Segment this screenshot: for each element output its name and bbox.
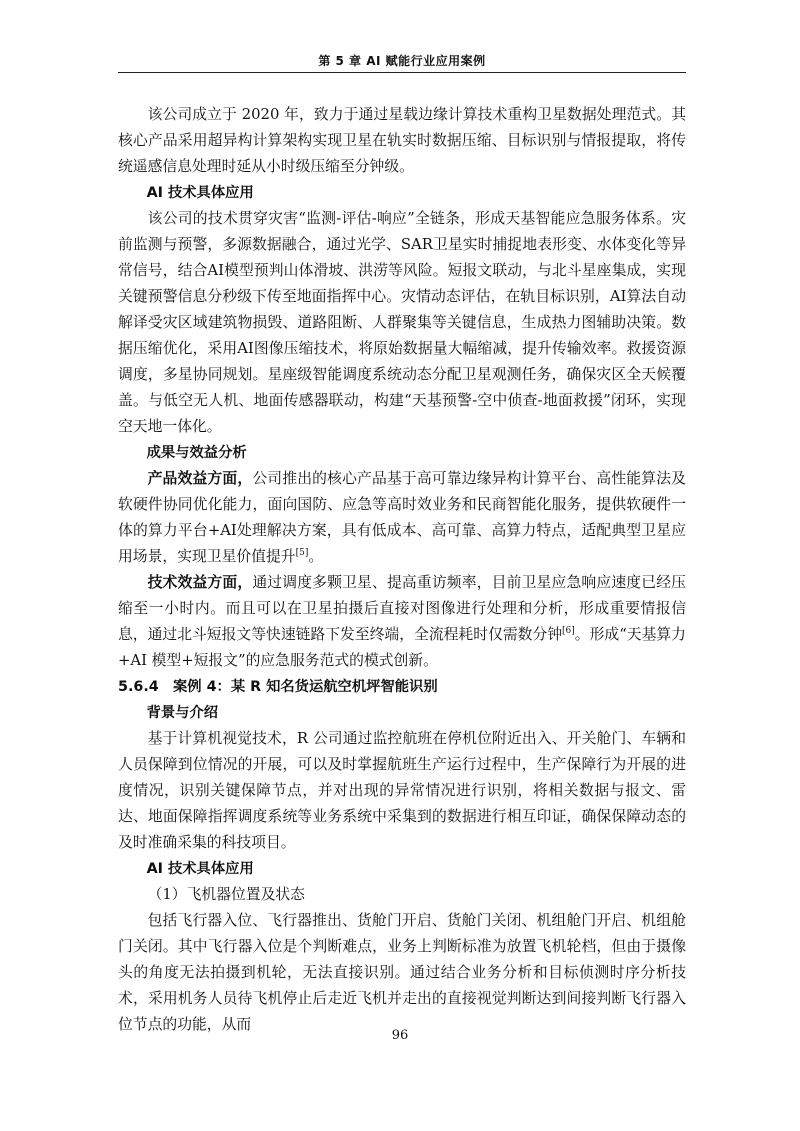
citation-5: [5] — [295, 548, 309, 559]
page-number: 96 — [391, 1028, 409, 1043]
heading-background: 背景与介绍 — [146, 705, 219, 721]
paragraph-disaster-chain: 该公司的技术贯穿灾害“监测-评估-响应”全链条，形成天基智能应急服务体系。灾前监测与预警，多源数据融合，通过光学、SAR卫星实时捕捉地表形变、水体变化等异常信号，结合AI模型预判山体滑坡、洪涝等风险。短报文联动，与北斗星座集成，实现关键预警信息分秒级下传至地面指挥中心。灾情动态评估，在轨目标识别，AI算法自动解译受灾区域建筑物损毁、道路阻断、人群聚集等关键信息，生成热力图辅助决策。数据压缩优化，采用AI图像压缩技术，将原始数据量大幅缩减，提升传输效率。救援资源调度，多星协同规划。星座级智能调度系统动态分配卫星观测任务，确保灾区全天候覆盖。与低空无人机、地面传感器联动，构建“天基预警-空中侦查-地面救援”闭环，实现空天地一体化。 — [118, 210, 686, 435]
header-divider — [118, 72, 686, 73]
heading-results: 成果与效益分析 — [146, 445, 247, 461]
page-body — [118, 102, 686, 1038]
citation-6: [6] — [562, 626, 575, 637]
tech-benefit-label: 技术效益方面， — [147, 574, 253, 591]
product-benefit-label: 产品效益方面， — [147, 470, 253, 487]
heading-ai-application-2: AI 技术具体应用 — [146, 861, 254, 877]
paragraph-aircraft-status: 包括飞行器入位、飞行器推出、货舱门开启、货舱门关闭、机组舱门开启、机组舱门关闭。其中飞行器入位是个判断难点，业务上判断标准为放置飞机轮档，但由于摄像头的角度无法拍摄到机轮，无法直接识别。通过结合业务分析和目标侦测时序分析技术，采用机务人员待飞机停止后走近飞机并走出的直接视觉判断达到间接判断飞行器入位节点的功能，从而 — [118, 912, 686, 1033]
heading-ai-application: AI 技术具体应用 — [146, 185, 254, 201]
paragraph-background: 基于计算机视觉技术，R 公司通过监控航班在停机位附近出入、开关舱门、车辆和人员保障到位情况的开展，可以及时掌握航班生产运行过程中，生产保障行为开展的进度情况，识别关键保障节点，并对出现的异常情况进行识别，将相关数据与报文、雷达、地面保障指挥调度系统等业务系统中采集到的数据进行相互印证，确保保障动态的及时准确采集的科技项目。 — [118, 730, 686, 851]
paragraph-product-benefit — [118, 466, 686, 570]
tech-benefit-text: 通过调度多颗卫星、提高重访频率，目前卫星应急响应速度已经压缩至一小时内。而且可以在卫星拍摄后直接对图像进行处理和分析，形成重要情报信息，通过北斗短报文等快速链路下发至终端，全流程耗时仅需数分钟 — [118, 574, 686, 643]
product-benefit-text: 公司推出的核心产品基于高可靠边缘异构计算平台、高性能算法及软硬件协同优化能力，面向国防、应急等高时效业务和民商智能化服务，提供软硬件一体的算力平台+AI处理解决方案，具有低成本、高可靠、高算力特点，适配典型卫星应用场景，实现卫星价值提升 — [118, 470, 686, 565]
subheading-aircraft-position: （1）飞机器位置及状态 — [147, 886, 305, 903]
product-benefit-end: 。 — [308, 548, 324, 565]
paragraph-tech-benefit — [118, 570, 686, 674]
paragraph-company-intro: 该公司成立于 2020 年，致力于通过星载边缘计算技术重构卫星数据处理范式。其核心产品采用超异构计算架构实现卫星在轨实时数据压缩、目标识别与情报提取，将传统遥感信息处理时延从小时级压缩至分钟级。 — [118, 106, 686, 175]
tech-benefit-end: 。形成“天基算力+AI 模型+短报文”的应急服务范式的模式创新。 — [118, 626, 686, 669]
running-header: 第 5 章 AI 赋能行业应用案例 — [318, 54, 486, 68]
section-title-case4: 5.6.4 案例 4：某 R 知名货运航空机坪智能识别 — [118, 679, 438, 695]
